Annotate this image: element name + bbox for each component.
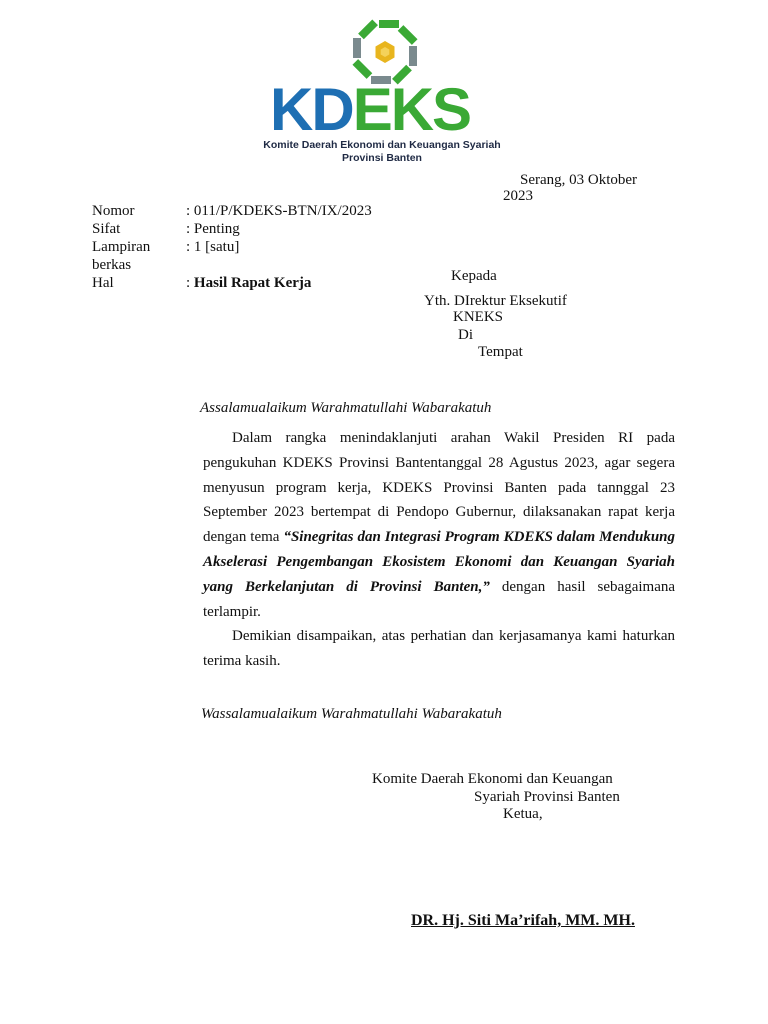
emblem-segment-gray-3 bbox=[353, 38, 361, 58]
logo-letter-d: D bbox=[311, 76, 353, 143]
sifat-label: Sifat bbox=[92, 221, 121, 237]
addressee-di: Di bbox=[458, 327, 473, 343]
paragraph-1-closing: dengan hasil sebagaimana terlampir. bbox=[203, 578, 676, 620]
logo-subtitle-province: Provinsi Banten bbox=[342, 152, 422, 164]
lampiran-label: Lampiran bbox=[92, 239, 151, 255]
nomor-label: Nomor bbox=[92, 203, 135, 219]
letter-body bbox=[203, 426, 675, 674]
hal-value: Hasil Rapat Kerja bbox=[193, 275, 312, 291]
body-paragraph-2: Demikian disampaikan, atas perhatian dan kerjasamanya kami haturkan terima kasih. bbox=[203, 628, 675, 670]
hal-value-row bbox=[186, 274, 311, 292]
letter-date-line-2: 2023 bbox=[503, 188, 533, 204]
hal-colon: : bbox=[186, 275, 194, 291]
signature-title: Ketua, bbox=[503, 806, 543, 822]
emblem-segment-gray-1 bbox=[409, 46, 417, 66]
logo-subtitle-org: Komite Daerah Ekonomi dan Keuangan Syariah bbox=[263, 139, 501, 151]
addressee-kepada: Kepada bbox=[451, 268, 497, 284]
closing-greeting: Wassalamualaikum Warahmatullahi Wabarakatuh bbox=[201, 706, 502, 722]
meeting-theme: “Sinegritas dan Integrasi Program KDEKS dalam Mendukung Akselerasi Pengembangan Ekosistem Ekonomi dan Keuangan Syariah yang Berkelanjutan di Provinsi Banten,” bbox=[203, 529, 675, 595]
logo-letters-eks: EKS bbox=[352, 76, 471, 143]
paragraph-1-intro: Dalam rangka menindaklanjuti arahan Wakil Presiden RI pada pengukuhan KDEKS Provinsi Bantentanggal 28 Agustus 2023, agar segera menyusun program kerja, KDEKS Provinsi Banten pada tannggal 23 September 2023 bertempat di Pendopo Gubernur, dilaksanakan rapat kerja dengan tema bbox=[203, 430, 675, 546]
opening-greeting: Assalamualaikum Warahmatullahi Wabarakatuh bbox=[200, 400, 492, 416]
signature-org-line-2: Syariah Provinsi Banten bbox=[474, 789, 620, 805]
emblem-segment-green-5 bbox=[358, 19, 378, 39]
nomor-value: : 011/P/KDEKS-BTN/IX/2023 bbox=[186, 203, 372, 219]
addressee-tempat: Tempat bbox=[478, 344, 523, 360]
kdeks-logo-wordmark bbox=[270, 76, 471, 143]
berkas-label: berkas bbox=[92, 257, 132, 273]
lampiran-value: : 1 [satu] bbox=[186, 239, 240, 255]
emblem-segment-green-1 bbox=[379, 20, 399, 28]
sifat-value: : Penting bbox=[186, 221, 240, 237]
signer-name: DR. Hj. Siti Ma’rifah, MM. MH. bbox=[411, 912, 635, 929]
logo-letter-k: K bbox=[270, 76, 312, 143]
signature-org-line-1: Komite Daerah Ekonomi dan Keuangan bbox=[372, 771, 613, 787]
letter-date-line-1: Serang, 03 Oktober bbox=[520, 172, 638, 188]
body-paragraph-1 bbox=[203, 426, 675, 624]
addressee-organization: KNEKS bbox=[453, 309, 504, 325]
emblem-segment-green-2 bbox=[398, 25, 418, 45]
hal-label: Hal bbox=[92, 275, 114, 291]
addressee-recipient: Yth. DIrektur Eksekutif bbox=[424, 293, 567, 309]
